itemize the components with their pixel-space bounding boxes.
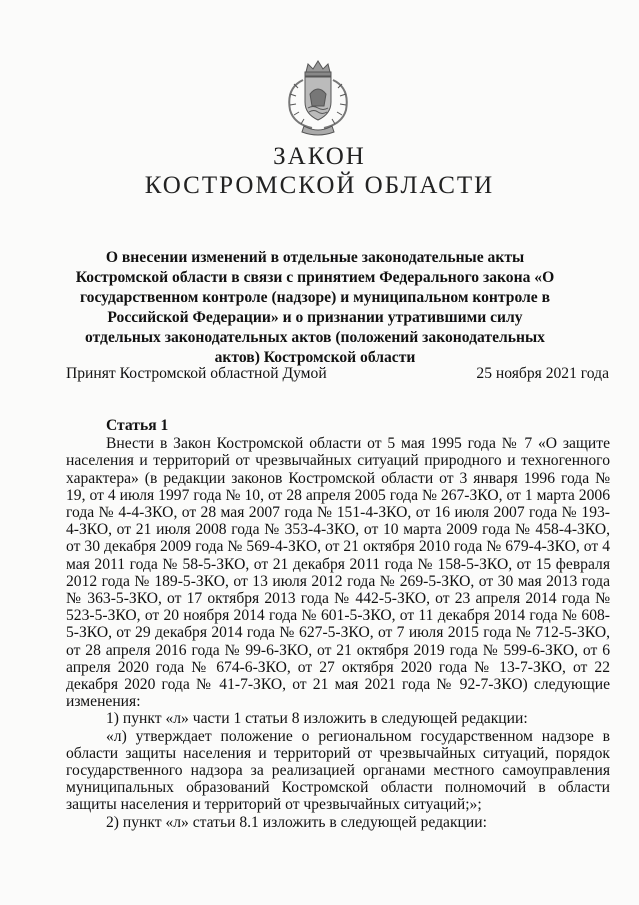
article-1: [66, 417, 610, 831]
article-paragraph: «л) утверждает положение о региональном государственном надзоре в области защиты населения и территорий от чрезвычайных ситуаций, порядок государственного надзора за реализацией органами местного самоуправления муниципальных образований Костромской области полномочий в области защиты населения и территорий от чрезвычайных ситуаций;»;: [66, 727, 610, 814]
article-paragraph: 2) пункт «л» статьи 8.1 изложить в следующей редакции:: [106, 813, 487, 831]
kostroma-coat-of-arms-icon: [268, 58, 368, 138]
law-title-line1: ЗАКОН: [273, 143, 366, 170]
law-title-line2: КОСТРОМСКОЙ ОБЛАСТИ: [144, 172, 495, 199]
adoption-date: 25 ноября 2021 года: [476, 365, 609, 382]
adopted-by: Принят Костромской областной Думой: [66, 365, 327, 382]
article-paragraph: Внести в Закон Костромской области от 5 мая 1995 года № 7 «О защите населения и территорий от чрезвычайных ситуаций природного и техногенного характера» (в редакции законов Костромской области от 3 января 1996 года № 19, от 4 июля 1997 года № 10, от 28 апреля 2005 года № 267-ЗКО, от 1 марта 2006 года № 4-4-ЗКО, от 28 мая 2007 года № 151-4-ЗКО, от 16 июля 2007 года № 193-4-ЗКО, от 21 июля 2008 года № 353-4-ЗКО, от 10 марта 2009 года № 458-4-ЗКО, от 30 декабря 2009 года № 569-4-ЗКО, от 21 октября 2010 года № 679-4-ЗКО, от 4 мая 2011 года № 58-5-ЗКО, от 21 декабря 2011 года № 158-5-ЗКО, от 15 февраля 2012 года № 189-5-ЗКО, от 13 июля 2012 года № 269-5-ЗКО, от 30 мая 2013 года № 363-5-ЗКО, от 17 октября 2013 года № 442-5-ЗКО, от 23 апреля 2014 года № 523-5-ЗКО, от 20 ноября 2014 года № 601-5-ЗКО, от 11 декабря 2014 года № 608-5-ЗКО, от 29 декабря 2014 года № 627-5-ЗКО, от 7 июля 2015 года № 712-5-ЗКО, от 28 апреля 2016 года № 99-6-ЗКО, от 21 октября 2019 года № 599-6-ЗКО, от 6 апреля 2020 года № 674-6-ЗКО, от 27 октября 2020 года № 13-7-ЗКО, от 22 декабря 2020 года № 41-7-ЗКО, от 21 мая 2021 года № 92-7-ЗКО) следующие изменения:: [66, 435, 610, 711]
law-subject-heading: О внесении изменений в отдельные законодательные акты Костромской области в связи с принятием Федерального закона «О государственном контроле (надзоре) и муниципальном контроле в Российской Федерации» и о признании утратившими силу отдельных законодательных актов (положений законодательных актов) Костромской области: [75, 249, 555, 366]
article-heading: Статья 1: [106, 417, 169, 434]
article-paragraph: 1) пункт «л» части 1 статьи 8 изложить в следующей редакции:: [106, 710, 528, 728]
